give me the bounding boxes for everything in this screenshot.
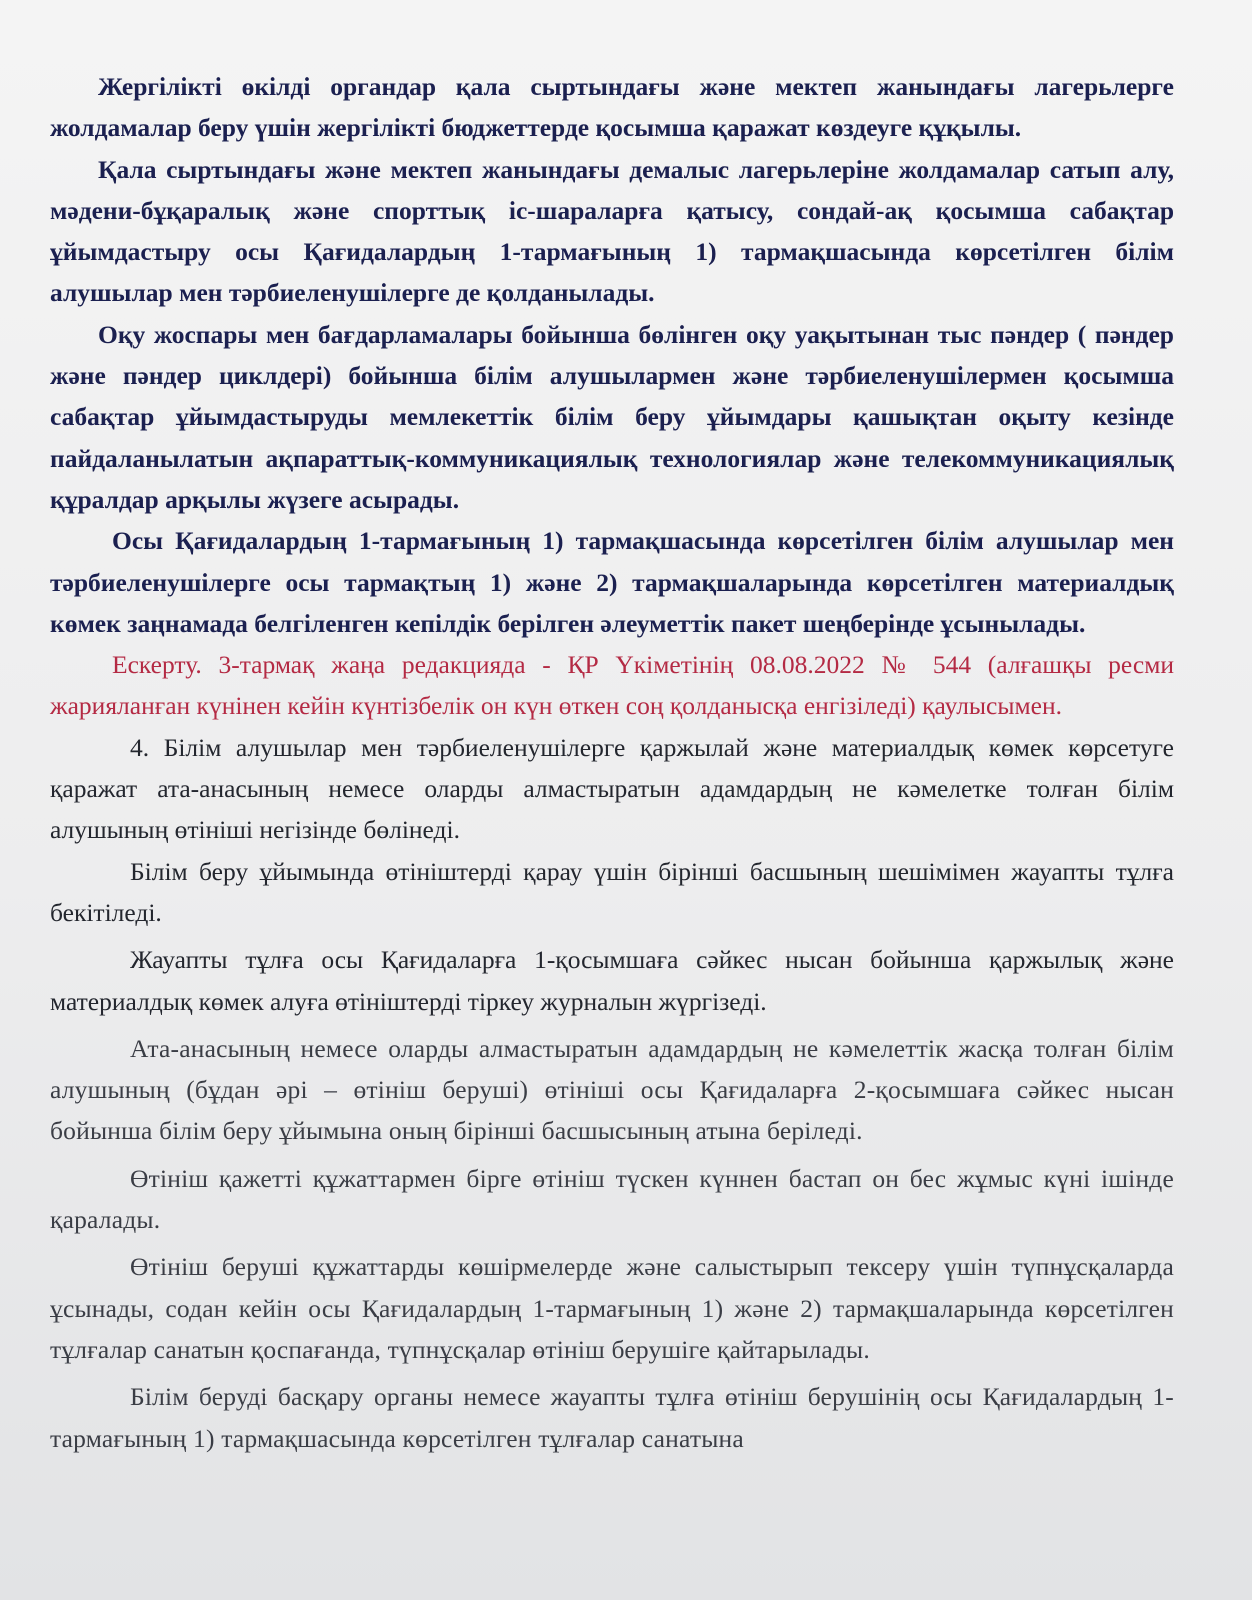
paragraph-application-submission: Ата-анасының немесе оларды алмастыратын адамдардың не кәмелеттік жасқа толған білім алушының (бұдан әрі – өтініш беруші) өтініші осы Қағидаларға 2-қосымшаға сәйкес нысан бойынша білім беру ұйымына оның бірінші басшысының атына беріледі. — [50, 1033, 1174, 1146]
paragraph-review-period: Өтініш қажетті құжаттармен бірге өтініш түскен күннен бастап он бес жұмыс күні ішінде қаралады. — [50, 1163, 1174, 1235]
paragraph-extra-classes: Оқу жоспары мен бағдарламалары бойынша бөлінген оқу уақытынан тыс пәндер ( пәндер және пәндер циклдері) бойынша білім алушылармен және тәрбиеленушілермен қосымша сабақтар ұйымдастыруды мемлекеттік білім беру ұйымдары қашықтан оқыту кезінде пайдаланылатын ақпараттық-коммуникациялық технологиялар және телекоммуникациялық құралдар арқылы жүзеге асырады. — [50, 319, 1174, 514]
paragraph-registration-journal: Жауапты тұлға осы Қағидаларға 1-қосымшаға сәйкес нысан бойынша қаржылық және материалдық көмек алуға өтініштерді тіркеу журналын жүргізеді. — [50, 945, 1174, 1016]
paragraph-point-4: 4. Білім алушылар мен тәрбиеленушілерге қаржылай және материалдық көмек көрсетуге қаражат ата-анасының немесе оларды алмастыратын адамдардың не кәмелетке толған білім алушының өтініші негізінде бөлінеді. — [50, 732, 1174, 845]
paragraph-document-originals: Өтініш беруші құжаттарды көшірмелерде және салыстырып тексеру үшін түпнұсқаларда ұсынады, содан кейін осы Қағидалардың 1-тармағының 1) және 2) тармақшаларында көрсетілген тұлғалар санатын қоспағанда, түпнұсқалар өтініш берушіге қайтарылады. — [50, 1252, 1174, 1364]
paragraph-camp-vouchers: Қала сыртындағы және мектеп жанындағы демалыс лагерьлеріне жолдамалар сатып алу, мәдени-бұқаралық және спорттық іс-шараларға қатысу, сондай-ақ қосымша сабақтар ұйымдастыру осы Қағидалардың 1-тармағының 1) тармақшасында көрсетілген білім алушылар мен тәрбиеленушілерге де қолданылады. — [50, 154, 1174, 308]
paragraph-local-budget: Жергілікті өкілді органдар қала сыртындағы және мектеп жанындағы лагерьлерге жолдамалар беру үшін жергілікті бюджеттерде қосымша қаражат көздеуге құқылы. — [50, 72, 1174, 143]
amendment-note: Ескерту. 3-тармақ жаңа редакцияда - ҚР Үкіметінің 08.08.2022 № 544 (алғашқы ресми жарияланған күнінен кейін күнтізбелік он күн өткен соң қолданысқа енгізіледі) қаулысымен. — [50, 650, 1174, 721]
paragraph-management-body: Білім беруді басқару органы немесе жауапты тұлға өтініш берушінің осы Қағидалардың 1-тармағының 1) тармақшасында көрсетілген тұлғалар санатына — [50, 1382, 1174, 1453]
paragraph-material-aid: Осы Қағидалардың 1-тармағының 1) тармақшасында көрсетілген білім алушылар мен тәрбиеленушілерге осы тармақтың 1) және 2) тармақшаларында көрсетілген материалдық көмек заңнамада белгіленген кепілдік берілген әлеуметтік пакет шеңберінде ұсынылады. — [50, 526, 1174, 638]
paragraph-responsible-person: Білім беру ұйымында өтініштерді қарау үшін бірінші басшының шешімімен жауапты тұлға бекітіледі. — [50, 856, 1174, 927]
